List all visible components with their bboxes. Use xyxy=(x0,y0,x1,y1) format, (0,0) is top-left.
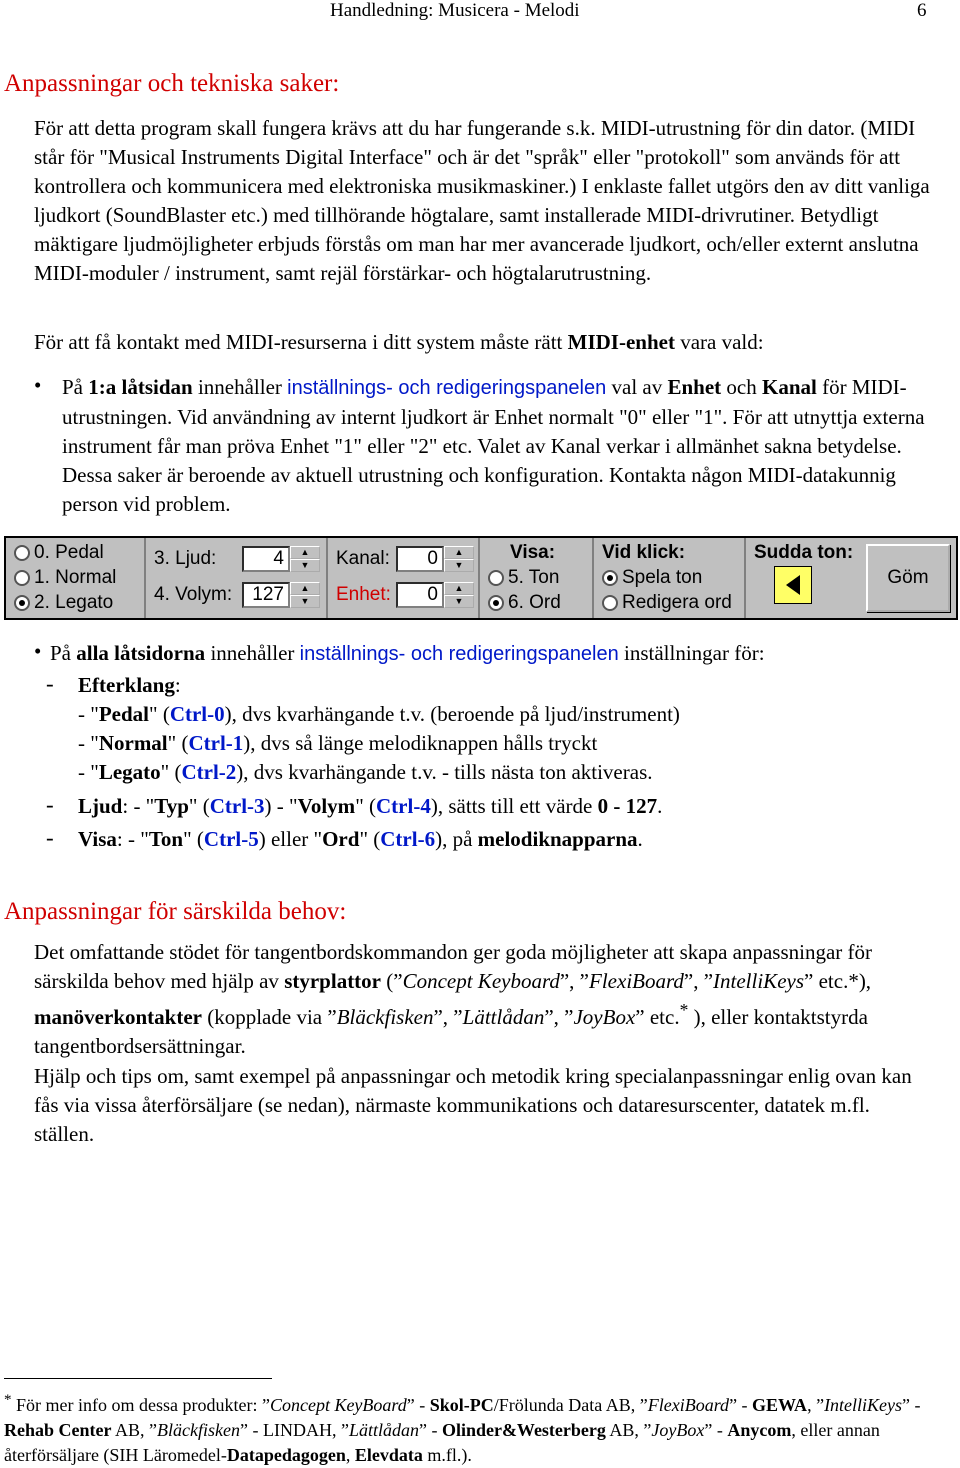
label-pedal: 0. Pedal xyxy=(34,542,104,563)
label-spela: Spela ton xyxy=(622,567,703,588)
list-sub-legato: - "Legato" (Ctrl-2), dvs kvarhängande t.v. - tills nästa ton aktiveras. xyxy=(78,760,653,784)
radio-ton[interactable] xyxy=(488,570,504,586)
bullet-dot: • xyxy=(34,373,42,397)
text: inställningar för: xyxy=(618,641,765,665)
text: innehåller xyxy=(192,375,288,399)
kanal-spinner[interactable] xyxy=(396,546,474,572)
volym-value[interactable]: 127 xyxy=(242,582,290,608)
term: alla låtsidorna xyxy=(76,641,206,665)
hide-button-label: Göm xyxy=(887,567,929,588)
spin-down-icon[interactable]: ▼ xyxy=(290,559,320,572)
term: Enhet xyxy=(667,375,722,399)
section-heading-technical: Anpassningar och tekniska saker: xyxy=(4,70,340,97)
triangle-left-icon xyxy=(786,575,800,595)
paragraph-text: För att detta program skall fungera krävs att du har fungerande s.k. MIDI-utrustning för din dator. (MIDI står för "Musical Instruments Digital Interface" och är det "språk" eller "protokoll" som används för att kontrollera och kommunicera med elektroniska musikmaskiner.) I enklaste fallet utgörs den av ditt vanliga ljudkort (SoundBlaster etc.) med tillhörande högtalare, samt installerade MIDI-drivrutiner. Betydligt mäktigare ljudmöjligheter erbjuds förstås om man har mer avancerade ljudkort, och/eller externt anslutna MIDI-moduler / instrument, samt rejäl förstärkar- och högtalarutrustning. xyxy=(34,116,930,285)
text: vara vald: xyxy=(674,330,764,354)
volym-spinner[interactable] xyxy=(242,582,320,608)
radio-legato[interactable] xyxy=(14,595,30,611)
hide-button[interactable] xyxy=(866,544,950,612)
term: Efterklang xyxy=(78,673,175,697)
label-normal: 1. Normal xyxy=(34,567,117,588)
bullet-first-page xyxy=(62,373,932,519)
enhet-value[interactable]: 0 xyxy=(396,582,444,608)
paragraph-special-needs: Det omfattande stödet för tangentbordskommandon ger goda möjligheter att skapa anpassningar för särskilda behov med hjälp av styrplattor (”Concept Keyboard”, ”FlexiBoard”, ”IntelliKeys” etc.*), manöverkontakter (kopplade via ”Bläckfisken”, ”Lättlådan”, ”JoyBox” etc.* ), eller kontaktstyrda tangentbordsersättningar. xyxy=(34,940,873,1058)
label-sudda: Sudda ton: xyxy=(754,542,854,563)
click-group xyxy=(594,538,746,618)
spin-down-icon[interactable]: ▼ xyxy=(290,595,320,608)
spin-up-icon[interactable]: ▲ xyxy=(444,546,474,559)
text: På xyxy=(50,641,77,665)
list-item-ljud: Ljud: - "Typ" (Ctrl-3) - "Volym" (Ctrl-4), sätts till ett värde 0 - 127. xyxy=(78,794,663,818)
bullet-all-pages xyxy=(50,639,950,669)
label-ton: 5. Ton xyxy=(508,567,560,588)
list-sub-normal: - "Normal" (Ctrl-1), dvs så länge melodiknappen hålls tryckt xyxy=(78,731,598,755)
page-number: 6 xyxy=(917,0,927,21)
enhet-spinner[interactable] xyxy=(396,582,474,608)
label-legato: 2. Legato xyxy=(34,592,114,613)
dash-marker: - xyxy=(46,792,54,817)
term: Kanal xyxy=(762,375,817,399)
text: innehåller xyxy=(205,641,300,665)
erase-note-button[interactable] xyxy=(774,566,812,604)
footnote: * För mer info om dessa produkter: ”Concept KeyBoard” - Skol-PC/Frölunda Data AB, ”FlexiBoard” - GEWA, ”IntelliKeys” - Rehab Center AB, ”Bläckfisken” - LINDAH, ”Lättlådan” - Olinder&Westerberg AB, ”JoyBox” - Anycom, eller annan återförsäljare (SIH Läromedel-Datapedagogen, Elevdata m.fl.). xyxy=(4,1392,921,1465)
text: val av xyxy=(606,375,668,399)
label-volym: 4. Volym: xyxy=(154,584,233,605)
spin-up-icon[interactable]: ▲ xyxy=(444,582,474,595)
footnote-divider xyxy=(4,1378,272,1379)
bullet-dot: • xyxy=(34,639,42,663)
kanal-value[interactable]: 0 xyxy=(396,546,444,572)
paragraph-midi-device xyxy=(34,328,934,357)
paragraph-help-tips: Hjälp och tips om, samt exempel på anpassningar och metodik kring specialanpassningar enlig ovan kan fås via vissa återförsäljare (se nedan), närmaste kommunikations och dataresurscenter, datatek m.fl. ställen. xyxy=(34,1064,912,1146)
paragraph-midi-intro xyxy=(34,114,934,288)
label-enhet: Enhet: xyxy=(336,584,391,605)
panel-link: inställnings- och redigeringspanelen xyxy=(299,643,619,665)
label-vid-klick: Vid klick: xyxy=(602,542,686,563)
label-ljud: 3. Ljud: xyxy=(154,548,217,569)
midi-group xyxy=(328,538,480,618)
label-visa: Visa: xyxy=(510,542,556,563)
spin-up-icon[interactable]: ▲ xyxy=(290,546,320,559)
visa-group xyxy=(480,538,594,618)
text: för MIDI-utrustningen. Vid användning av internt ljudkort är Enhet normalt "0" eller "1". För att utnyttja externa instrument får man pröva Enhet "1" eller "2" etc. Valet av Kanal verkar i allmänhet sakna betydelse. Dessa saker är beroende av aktuell utrustning och konfiguration. Kontakta någon MIDI-datakunnig person vid problem. xyxy=(62,375,925,516)
radio-redigera[interactable] xyxy=(602,595,618,611)
spin-down-icon[interactable]: ▼ xyxy=(444,595,474,608)
panel-link: inställnings- och redigeringspanelen xyxy=(287,377,607,399)
label-ord: 6. Ord xyxy=(508,592,561,613)
text: På xyxy=(62,375,89,399)
efterklang-group xyxy=(6,538,146,618)
list-item-efterklang: Efterklang: xyxy=(78,673,181,697)
label-kanal: Kanal: xyxy=(336,548,390,569)
text: och xyxy=(721,375,762,399)
ljud-value[interactable]: 4 xyxy=(242,546,290,572)
radio-normal[interactable] xyxy=(14,570,30,586)
dash-marker: - xyxy=(46,671,54,696)
ljud-spinner[interactable] xyxy=(242,546,320,572)
list-sub-pedal: - "Pedal" (Ctrl-0), dvs kvarhängande t.v. (beroende på ljud/instrument) xyxy=(78,702,680,726)
radio-pedal[interactable] xyxy=(14,545,30,561)
radio-ord[interactable] xyxy=(488,595,504,611)
page-header xyxy=(330,0,927,22)
list-item-visa: Visa: - "Ton" (Ctrl-5) eller "Ord" (Ctrl-6), på melodiknapparna. xyxy=(78,827,643,851)
radio-spela[interactable] xyxy=(602,570,618,586)
label-redigera: Redigera ord xyxy=(622,592,732,613)
sound-group xyxy=(146,538,328,618)
settings-toolbar xyxy=(4,536,958,620)
spin-down-icon[interactable]: ▼ xyxy=(444,559,474,572)
sudda-group xyxy=(746,538,866,618)
header-title: Handledning: Musicera - Melodi xyxy=(330,0,580,21)
dash-marker: - xyxy=(46,825,54,850)
section-heading-special-needs: Anpassningar för särskilda behov: xyxy=(4,898,347,925)
spin-up-icon[interactable]: ▲ xyxy=(290,582,320,595)
midi-enhet-term: MIDI-enhet xyxy=(567,330,675,354)
term: 1:a låtsidan xyxy=(88,375,193,399)
text: För att få kontakt med MIDI-resurserna i ditt system måste rätt xyxy=(34,330,568,354)
